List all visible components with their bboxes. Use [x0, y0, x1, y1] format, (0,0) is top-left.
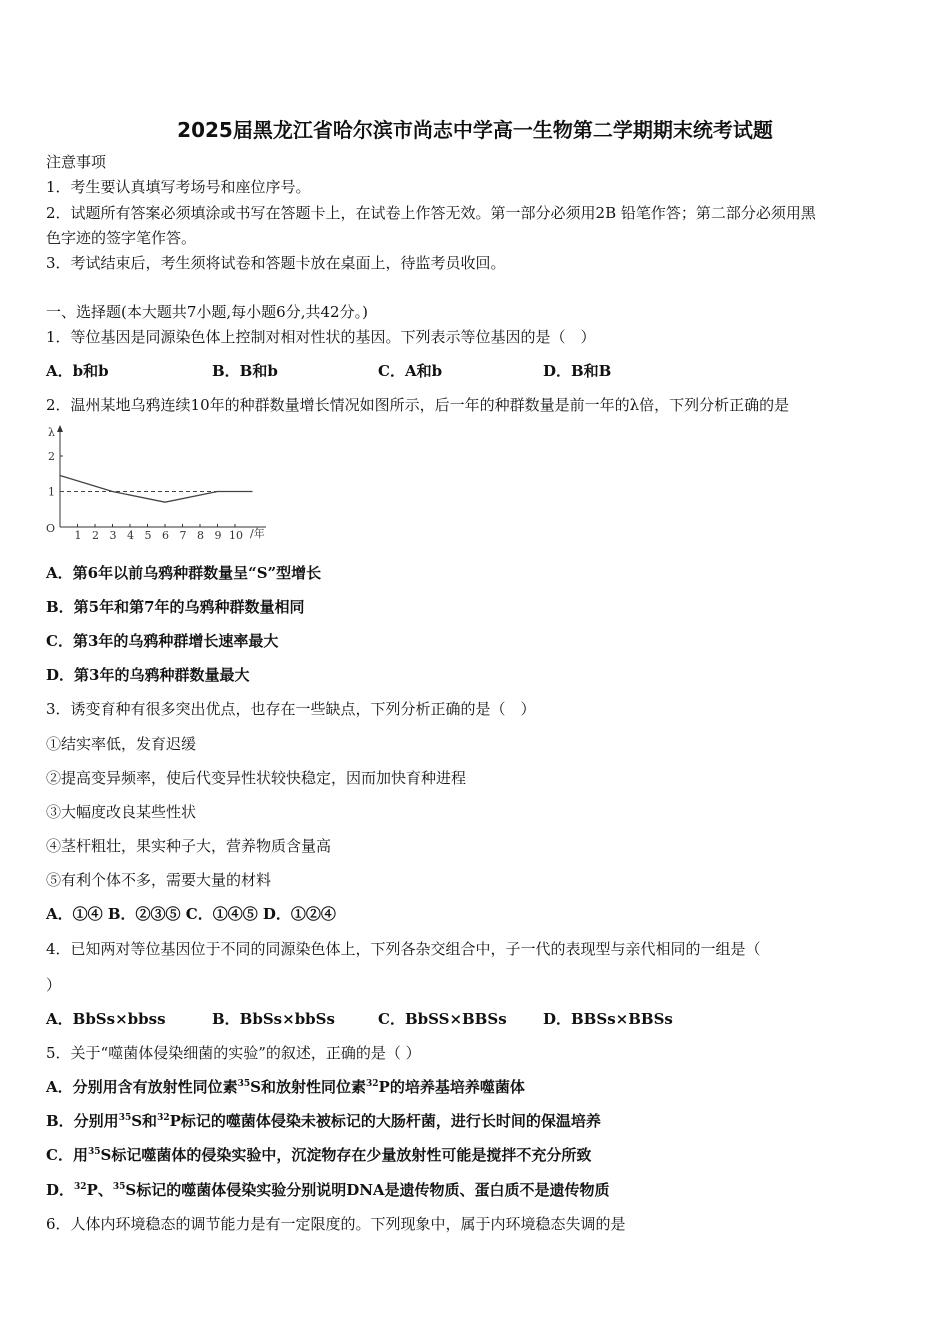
q4-option-a: A．BbSs×bbss [46, 1010, 166, 1028]
x-tick-label: 5 [144, 529, 152, 542]
q3-item: ⑤有利个体不多，需要大量的材料 [46, 871, 272, 889]
q2-stem: 2．温州某地乌鸦连续10年的种群数量增长情况如图所示，后一年的种群数量是前一年的λ倍，下列分析正确的是 [46, 396, 790, 414]
q3-item: ③大幅度改良某些性状 [46, 803, 197, 821]
q5-stem: 5．关于“噬菌体侵染细菌的实验”的叙述，正确的是（ ） [46, 1044, 421, 1062]
q2-option-b: B．第5年和第7年的乌鸦种群数量相同 [46, 598, 305, 616]
x-tick-label: 4 [127, 529, 134, 542]
x-tick-label: 3 [109, 529, 117, 542]
x-tick-label: 8 [197, 529, 204, 542]
lambda-series-line [60, 476, 253, 503]
q5-option-b: B．分别用$^{35}$S和$^{32}$P标记的噬菌体侵染未被标记的大肠杆菌，进行长时间的保温培养 [46, 1112, 601, 1130]
section-heading: 一、选择题(本大题共7小题,每小题6分,共42分。) [46, 303, 368, 321]
q2-option-d: D．第3年的乌鸦种群数量最大 [46, 666, 250, 684]
q3-item: ②提高变异频率，使后代变异性状较快稳定，因而加快育种进程 [46, 769, 467, 787]
q5-option-d: D．$^{32}$P、$^{35}$S标记的噬菌体侵染实验分别说明DNA是遗传物质、蛋白质不是遗传物质 [46, 1181, 610, 1199]
q2-option-a: A．第6年以前乌鸦种群数量呈“S”型增长 [46, 564, 322, 582]
x-tick-label: 7 [179, 529, 187, 542]
notice-item: 2．试题所有答案必须填涂或书写在答题卡上，在试卷上作答无效。第一部分必须用2B 铅笔作答；第二部分必须用黑 [46, 204, 816, 222]
x-axis-label: /年 [250, 527, 265, 540]
q4-stem-continued: ） [46, 976, 62, 994]
x-tick-label: 9 [214, 529, 222, 542]
q4-option-b: B．BbSs×bbSs [212, 1010, 335, 1028]
q4-stem: 4．已知两对等位基因位于不同的同源染色体上，下列各杂交组合中，子一代的表现型与亲代相同的一组是（ [46, 940, 761, 958]
q4-option-d: D．BBSs×BBSs [543, 1010, 673, 1028]
notice-item: 1．考生要认真填写考场号和座位序号。 [46, 178, 311, 196]
q1-option-d: D．B和B [543, 362, 612, 380]
x-tick-label: 6 [162, 529, 169, 542]
q3-options: A．①④ B．②③⑤ C．①④⑤ D．①②④ [46, 905, 336, 923]
y-axis-label: λ [48, 426, 55, 439]
exam-title: 2025届黑龙江省哈尔滨市尚志中学高一生物第二学期期末统考试题 [177, 118, 773, 142]
y-axis-arrow [57, 425, 63, 432]
notice-heading: 注意事项 [46, 153, 107, 171]
q2-option-c: C．第3年的乌鸦种群增长速率最大 [46, 632, 279, 650]
x-tick-label: 10 [229, 529, 243, 542]
q1-option-a: A．b和b [46, 362, 109, 380]
q6-stem: 6．人体内环境稳态的调节能力是有一定限度的。下列现象中，属于内环境稳态失调的是 [46, 1215, 626, 1233]
notice-item: 色字迹的签字笔作答。 [46, 229, 197, 247]
notice-item: 3．考试结束后，考生须将试卷和答题卡放在桌面上，待监考员收回。 [46, 254, 506, 272]
x-tick-label: 1 [74, 529, 82, 542]
q1-option-b: B．B和b [212, 362, 278, 380]
q3-item: ④茎杆粗壮，果实种子大，营养物质含量高 [46, 837, 332, 855]
y-tick-label: 2 [48, 450, 55, 463]
q3-item: ①结实率低，发育迟缓 [46, 735, 197, 753]
x-tick-label: 2 [92, 529, 99, 542]
q3-stem: 3．诱变育种有很多突出优点，也存在一些缺点，下列分析正确的是（ ） [46, 700, 536, 718]
q4-option-c: C．BbSS×BBSs [378, 1010, 507, 1028]
q1-option-c: C．A和b [378, 362, 443, 380]
y-tick-label: 1 [48, 485, 55, 499]
lambda-line-chart [44, 422, 284, 544]
q5-option-c: C．用$^{35}$S标记噬菌体的侵染实验中，沉淀物存在少量放射性可能是搅拌不充分所致 [46, 1146, 592, 1164]
origin-label: O [46, 522, 56, 535]
q1-stem: 1．等位基因是同源染色体上控制对相对性状的基因。下列表示等位基因的是（ ） [46, 328, 596, 346]
q5-option-a: A．分别用含有放射性同位素$^{35}$S和放射性同位素$^{32}$P的培养基培养噬菌体 [46, 1078, 525, 1096]
